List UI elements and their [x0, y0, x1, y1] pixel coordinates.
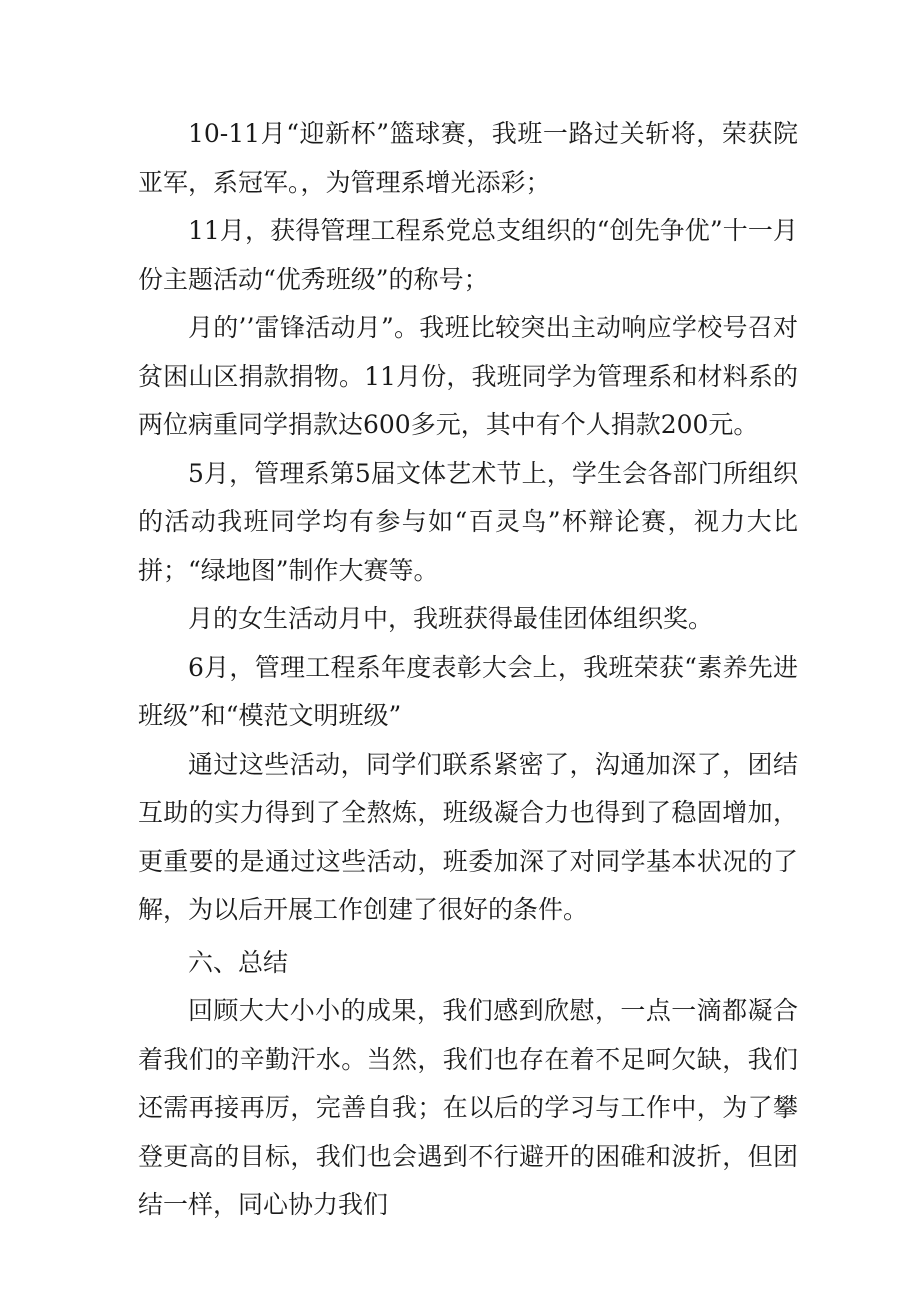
paragraph-reflection: 通过这些活动，同学们联系紧密了，沟通加深了，团结互助的实力得到了全熬炼，班级凝合力也得到了稳固增加，更重要的是通过这些活动，班委加深了对同学基本状况的了解，为以后开展工作创建了很好的条件。 [138, 749, 798, 924]
section-heading: 六、总结 [188, 947, 289, 977]
paragraph-awards: 6月，管理工程系年度表彰大会上，我班荣获“素养先进班级”和“模范文明班级” [138, 652, 798, 730]
paragraph-girls-month: 月的女生活动月中，我班获得最佳团体组织奖。 [188, 604, 714, 633]
paragraph-excellent-class: 11月，获得管理工程系党总支组织的“创先争优”十一月份主题活动“优秀班级”的称号； [138, 216, 798, 294]
document-body [138, 110, 798, 1230]
paragraph-arts-festival: 5月，管理系第5届文体艺术节上，学生会各部门所组织的活动我班同学均有参与如“百灵鸟”杯辩论赛，视力大比拼；“绿地图”制作大赛等。 [138, 458, 798, 585]
paragraph-basketball: 10-11月“迎新杯”篮球赛，我班一路过关斩将，荣获院亚军，系冠军。，为管理系增光添彩； [138, 119, 798, 197]
paragraph-leifeng-month: 月的’’雷锋活动月”。我班比较突出主动响应学校号召对贫困山区捐款捐物。11月份，我班同学为管理系和材料系的两位病重同学捐款达600多元，其中有个人捐款200元。 [138, 313, 798, 439]
paragraph-summary: 回顾大大小小的成果，我们感到欣慰，一点一滴都凝合着我们的辛勤汗水。当然，我们也存在着不足呵欠缺，我们还需再接再厉，完善自我；在以后的学习与工作中，为了攀登更高的目标，我们也会遇到不行避开的困碓和波折，但团结一样，同心协力我们 [138, 996, 798, 1219]
